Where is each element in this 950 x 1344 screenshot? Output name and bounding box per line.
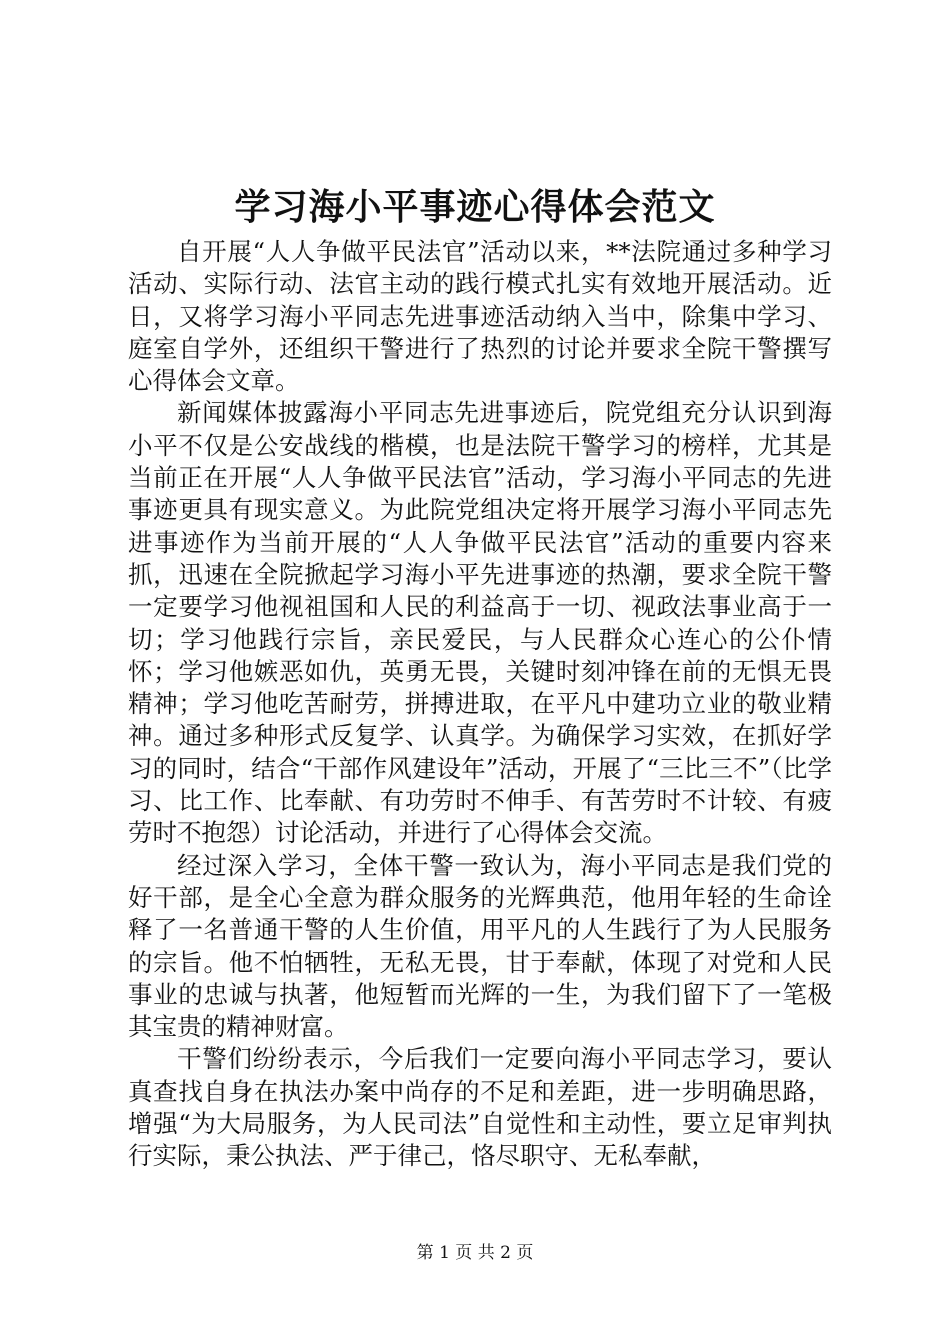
- document-title: 学习海小平事迹心得体会范文: [234, 186, 716, 228]
- paragraph-1: 自开展“人人争做平民法官”活动以来，**法院通过多种学习活动、实际行动、法官主动的践行模式扎实有效地开展活动。近日，又将学习海小平同志先进事迹活动纳入当中，除集中学习、庭室自学外，还组织干警进行了热烈的讨论并要求全院干警撰写心得体会文章。: [128, 237, 832, 396]
- paragraph-2: 新闻媒体披露海小平同志先进事迹后，院党组充分认识到海小平不仅是公安战线的楷模，也是法院干警学习的榜样，尤其是当前正在开展“人人争做平民法官”活动，学习海小平同志的先进事迹更具有现实意义。为此院党组决定将开展学习海小平同志先进事迹作为当前开展的“人人争做平民法官”活动的重要内容来抓，迅速在全院掀起学习海小平先进事迹的热潮，要求全院干警一定要学习他视祖国和人民的利益高于一切、视政法事业高于一切；学习他践行宗旨，亲民爱民，与人民群众心连心的公仆情怀；学习他嫉恶如仇，英勇无畏，关键时刻冲锋在前的无惧无畏精神；学习他吃苦耐劳，拼搏进取，在平凡中建功立业的敬业精神。通过多种形式反复学、认真学。为确保学习实效，在抓好学习的同时，结合“干部作风建设年”活动，开展了“三比三不”（比学习、比工作、比奉献、有功劳时不伸手、有苦劳时不计较、有疲劳时不抱怨）讨论活动，并进行了心得体会交流。: [128, 398, 832, 848]
- document-body: [128, 236, 832, 1173]
- page-footer: 第 1 页 共 2 页: [416, 1243, 534, 1263]
- paragraph-4: 干警们纷纷表示，今后我们一定要向海小平同志学习，要认真查找自身在执法办案中尚存的不足和差距，进一步明确思路，增强“为大局服务，为人民司法”自觉性和主动性，要立足审判执行实际，秉公执法、严于律己，恪尽职守、无私奉献，: [128, 1044, 832, 1171]
- paragraph-3: 经过深入学习，全体干警一致认为，海小平同志是我们党的好干部，是全心全意为群众服务的光辉典范，他用年轻的生命诠释了一名普通干警的人生价值，用平凡的人生践行了为人民服务的宗旨。他不怕牺牲，无私无畏，甘于奉献，体现了对党和人民事业的忠诚与执著，他短暂而光辉的一生，为我们留下了一笔极其宝贵的精神财富。: [128, 850, 832, 1042]
